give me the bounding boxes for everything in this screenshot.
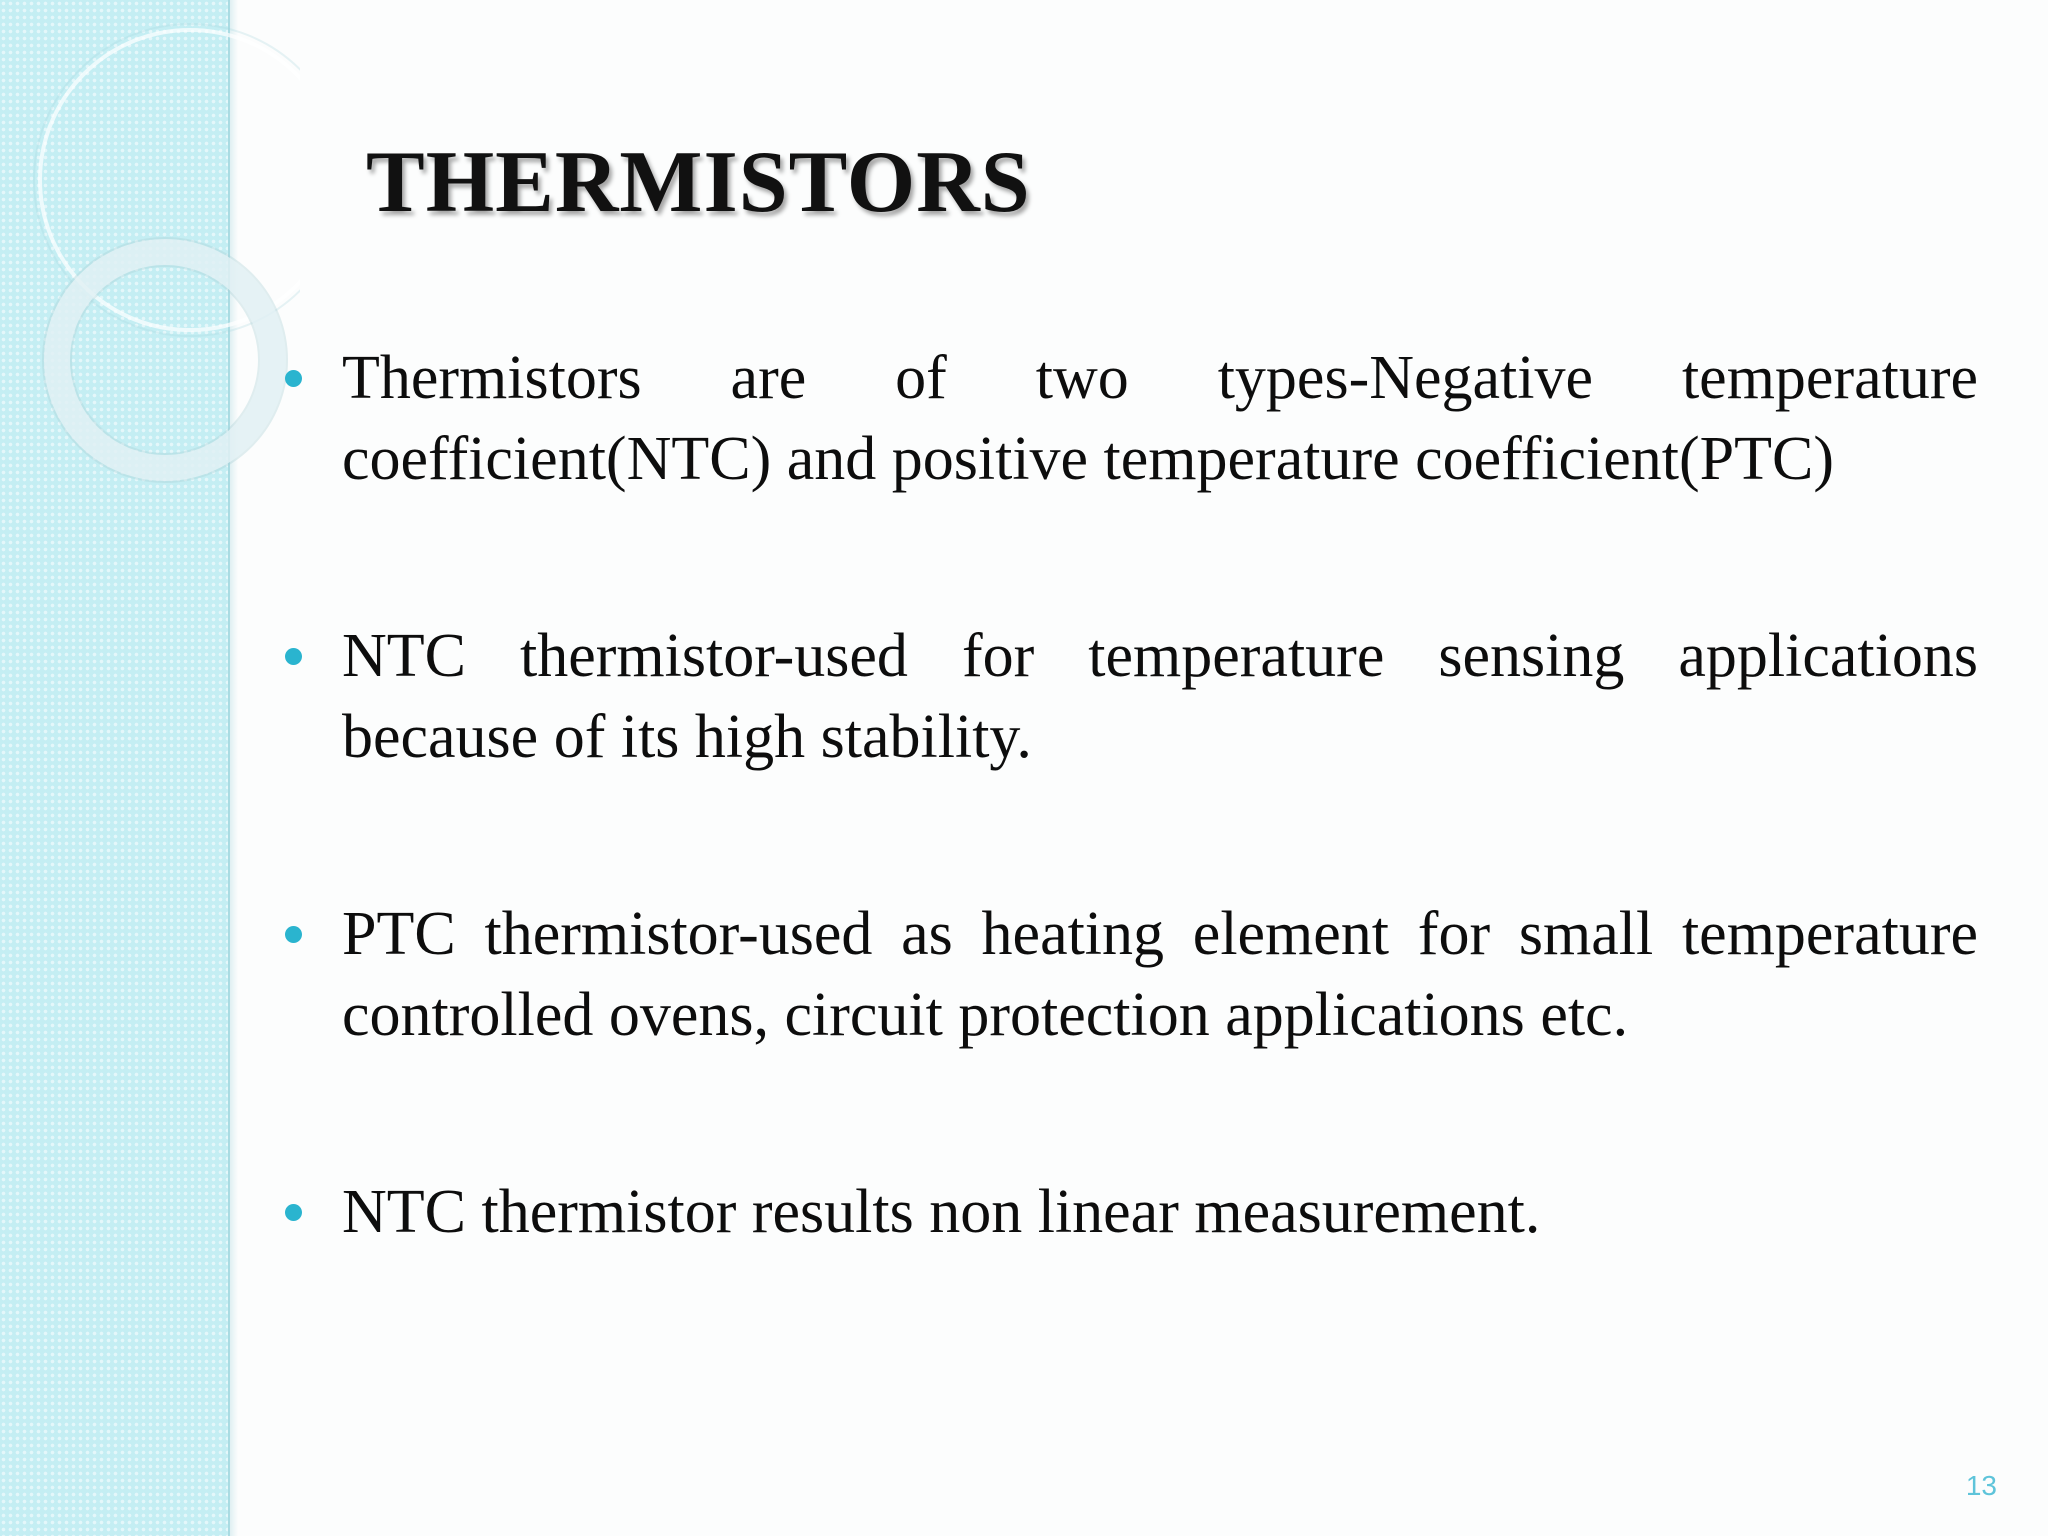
bullet-item bbox=[342, 1172, 1978, 1253]
slide-title: THERMISTORS bbox=[366, 134, 1031, 231]
bullet-dot-icon bbox=[285, 648, 302, 665]
bullet-text: NTC thermistor-used for temperature sensing applications because of its high stability. bbox=[342, 622, 1978, 771]
bullet-item bbox=[342, 338, 1978, 500]
bullet-item bbox=[342, 894, 1978, 1056]
bullet-text: PTC thermistor-used as heating element for small temperature controlled ovens, circuit protection applications etc. bbox=[342, 900, 1978, 1049]
bullet-item bbox=[342, 616, 1978, 778]
page-number: 13 bbox=[1965, 1470, 1997, 1501]
decorative-side-band bbox=[0, 0, 230, 1536]
bullet-dot-icon bbox=[285, 1204, 302, 1221]
bullet-dot-icon bbox=[285, 370, 302, 387]
bullet-dot-icon bbox=[285, 926, 302, 943]
bullet-text: Thermistors are of two types-Negative temperature coefficient(NTC) and positive temperature coefficient(PTC) bbox=[342, 344, 1978, 493]
bullet-list bbox=[342, 338, 1978, 1253]
bullet-text: NTC thermistor results non linear measurement. bbox=[342, 1178, 1541, 1246]
